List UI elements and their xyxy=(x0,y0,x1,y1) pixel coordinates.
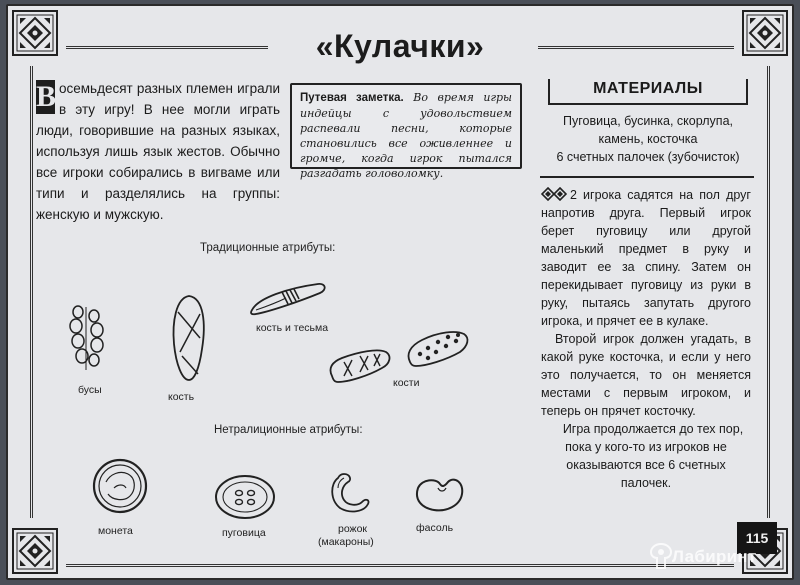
coin-illustration xyxy=(92,458,148,514)
rules-text xyxy=(541,186,751,492)
intro-text: осемьдесят разных племен играли в эту игру! В нее могли играть люди, говорившие на разных языках, используя лишь язык жестов. Обычно все игроки собирались в вигваме или типи и разделялись на группы: женскую и мужскую. xyxy=(36,81,280,222)
frame-left-border xyxy=(30,66,33,518)
labyrinth-logo-icon xyxy=(648,542,674,570)
bone-with-cord-illustration xyxy=(248,280,328,316)
bean-illustration xyxy=(412,476,464,514)
caption-bone: кость xyxy=(168,391,195,403)
materials-line: 6 счетных палочек (зубочисток) xyxy=(556,150,740,164)
note-text: Во время игры индейцы с удовольствием распевали песни, которые становились все оживленнее и громче, когда игрок пытался разгадать головоломку. xyxy=(300,91,513,180)
rules-paragraph: 2 игрока садятся на пол друг напротив друга. Первый игрок берет пуговицу или другой маленький предмет в руку и заводит ее за спину. Затем он перекидывает пуговицу из руки в руку, пытаясь запутать другого игрока, и прячет ее в кулаке. xyxy=(541,188,751,328)
button-illustration xyxy=(214,474,276,520)
caption-macaroni-note: (макароны) xyxy=(318,536,374,548)
nontraditional-label: Нетралиционные атрибуты: xyxy=(214,424,363,436)
caption-beads: бусы xyxy=(78,384,102,396)
caption-coin: монета xyxy=(98,525,133,537)
page-number: 115 xyxy=(737,522,777,554)
drop-cap: В xyxy=(36,80,57,113)
dotted-bone-illustration xyxy=(404,328,470,370)
materials-divider xyxy=(540,176,754,178)
rules-paragraph: Второй игрок должен угадать, в какой руке косточка, и если у него это получается, то он меняется местами с первым игроком, и теперь он прячет косточку. xyxy=(541,332,751,418)
intro-paragraph xyxy=(36,78,280,225)
traditional-label: Традиционные атрибуты: xyxy=(200,242,336,254)
caption-macaroni: рожок xyxy=(338,523,368,535)
macaroni-illustration xyxy=(326,472,372,516)
bone-dice-illustration xyxy=(326,346,392,386)
rules-paragraph: Игра продолжается до тех пор, пока у кого-то из игроков не оказываются все 6 счетных палочек. xyxy=(562,422,744,490)
materials-line: Пуговица, бусинка, скорлупа, xyxy=(563,114,733,128)
bone-illustration xyxy=(170,294,208,382)
caption-bones: кости xyxy=(393,377,420,389)
materials-heading: МАТЕРИАЛЫ xyxy=(548,75,748,105)
caption-bean: фасоль xyxy=(416,522,454,534)
note-heading: Путевая заметка. xyxy=(300,92,404,104)
book-page xyxy=(6,4,794,580)
diamond-ornament-icon xyxy=(541,187,567,201)
corner-ornament-icon xyxy=(12,528,58,574)
materials-list xyxy=(548,112,748,166)
beads-illustration xyxy=(64,304,110,372)
frame-bottom-border xyxy=(66,564,734,567)
page-title: «Кулачки» xyxy=(315,28,485,64)
caption-button: пуговица xyxy=(222,527,266,539)
watermark-text: Лабиринт xyxy=(672,547,757,566)
materials-line: камень, косточка xyxy=(598,132,698,146)
frame-right-border xyxy=(767,66,770,518)
caption-bone-and-cord: кость и тесьма xyxy=(256,322,329,334)
travel-note-box xyxy=(290,83,522,180)
